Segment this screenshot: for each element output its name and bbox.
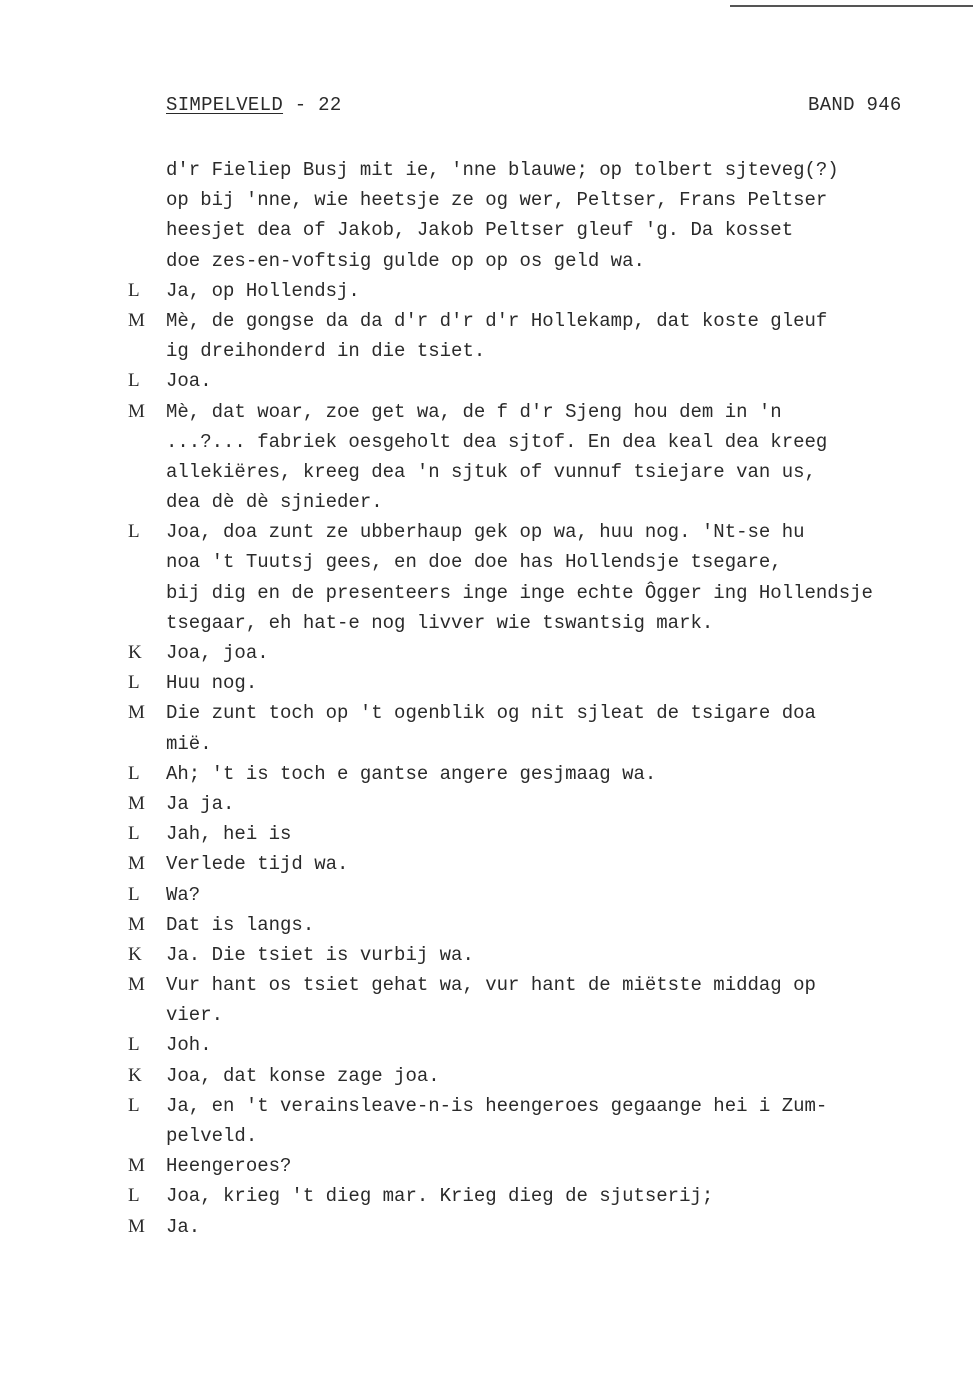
line-text: bij dig en de presenteers inge inge echte Ôgger ing Hollendsje: [166, 581, 873, 604]
transcript-line: [0, 547, 973, 577]
line-text: Heengeroes?: [166, 1155, 292, 1178]
transcript-line: [0, 215, 973, 245]
speaker-label: M: [128, 702, 145, 724]
transcript-line: [0, 366, 973, 396]
transcript-line: [0, 487, 973, 517]
speaker-label: L: [128, 1185, 140, 1207]
transcript-line: [0, 940, 973, 970]
top-border-line: [730, 5, 973, 7]
transcript-line: [0, 789, 973, 819]
line-text: Huu nog.: [166, 672, 258, 695]
line-text: Ja, op Hollendsj.: [166, 279, 360, 302]
transcript-line: [0, 457, 973, 487]
transcript-line: [0, 336, 973, 366]
header-band: BAND 946: [808, 94, 902, 116]
line-text: heesjet dea of Jakob, Jakob Peltser gleuf 'g. Da kosset: [166, 219, 794, 242]
transcript-line: [0, 1121, 973, 1151]
speaker-label: L: [128, 370, 140, 392]
transcript-line: [0, 668, 973, 698]
line-text: mië.: [166, 732, 212, 755]
transcript-line: [0, 1151, 973, 1181]
transcript-line: [0, 1181, 973, 1211]
line-text: Jah, hei is: [166, 823, 292, 846]
speaker-label: K: [128, 1064, 142, 1086]
transcript-line: [0, 910, 973, 940]
speaker-label: L: [128, 1094, 140, 1116]
header-place: SIMPELVELD: [166, 94, 284, 116]
line-text: Joa, dat konse zage joa.: [166, 1064, 440, 1087]
transcript-line: [0, 880, 973, 910]
line-text: Wa?: [166, 883, 201, 906]
line-text: Ja.: [166, 1215, 201, 1238]
line-text: Joa, joa.: [166, 642, 269, 664]
header-page-number: 22: [318, 94, 342, 116]
line-text: Joa, doa zunt ze ubberhaup gek op wa, huu nog. 'Nt-se hu: [166, 521, 805, 544]
line-text: d'r Fieliep Busj mit ie, 'nne blauwe; op tolbert sjteveg(?): [166, 159, 839, 181]
line-text: Ah; 't is toch e gantse angere gesjmaag wa.: [166, 762, 657, 785]
speaker-label: L: [128, 672, 140, 694]
line-text: Ja ja.: [166, 792, 235, 815]
speaker-label: L: [128, 279, 140, 301]
transcript-line: [0, 517, 973, 547]
speaker-label: M: [128, 853, 145, 875]
speaker-label: M: [128, 400, 145, 422]
transcript-line: [0, 246, 973, 276]
line-text: Die zunt toch op 't ogenblik og nit sjleat de tsigare doa: [166, 702, 816, 725]
transcript: [0, 155, 973, 1242]
speaker-label: L: [128, 521, 140, 543]
transcript-line: [0, 1030, 973, 1060]
line-text: Ja, en 't verainsleave-n-is heengeroes gegaange hei i Zum-: [166, 1094, 828, 1117]
speaker-label: M: [128, 309, 145, 331]
transcript-line: [0, 729, 973, 759]
line-text: Joh.: [166, 1034, 212, 1057]
speaker-label: L: [128, 823, 140, 845]
speaker-label: M: [128, 974, 145, 996]
transcript-line: [0, 849, 973, 879]
line-text: noa 't Tuutsj gees, en doe doe has Hollendsje tsegare,: [166, 551, 782, 574]
transcript-line: [0, 185, 973, 215]
line-text: Joa.: [166, 370, 212, 393]
header-separator: -: [283, 94, 319, 116]
transcript-line: [0, 155, 973, 185]
line-text: op bij 'nne, wie heetsje ze og wer, Peltser, Frans Peltser: [166, 189, 828, 212]
page-header-left: [166, 94, 342, 116]
line-text: ...?... fabriek oesgeholt dea sjtof. En dea keal dea kreeg: [166, 430, 828, 453]
line-text: dea dè dè sjnieder.: [166, 491, 383, 514]
transcript-line: [0, 970, 973, 1000]
transcript-line: [0, 698, 973, 728]
transcript-line: [0, 1061, 973, 1091]
line-text: Mè, dat woar, zoe get wa, de f d'r Sjeng hou dem in 'n: [166, 400, 782, 423]
speaker-label: M: [128, 1215, 145, 1237]
transcript-line: [0, 276, 973, 306]
line-text: Ja. Die tsiet is vurbij wa.: [166, 943, 474, 966]
line-text: ig dreihonderd in die tsiet.: [166, 340, 486, 363]
speaker-label: M: [128, 792, 145, 814]
speaker-label: L: [128, 1034, 140, 1056]
line-text: tsegaar, eh hat-e nog livver wie tswantsig mark.: [166, 611, 714, 634]
line-text: Joa, krieg 't dieg mar. Krieg dieg de sjutserij;: [166, 1185, 714, 1208]
line-text: doe zes-en-voftsig gulde op op os geld wa.: [166, 249, 645, 272]
transcript-line: [0, 819, 973, 849]
transcript-line: [0, 638, 973, 668]
transcript-line: [0, 427, 973, 457]
speaker-label: L: [128, 762, 140, 784]
line-text: Vur hant os tsiet gehat wa, vur hant de miëtste middag op: [166, 974, 816, 997]
speaker-label: L: [128, 883, 140, 905]
transcript-line: [0, 578, 973, 608]
speaker-label: M: [128, 1155, 145, 1177]
speaker-label: K: [128, 943, 142, 965]
line-text: Mè, de gongse da da d'r d'r d'r Hollekamp, dat koste gleuf: [166, 309, 828, 332]
transcript-line: [0, 306, 973, 336]
line-text: pelveld.: [166, 1125, 258, 1147]
transcript-line: [0, 397, 973, 427]
line-text: Verlede tijd wa.: [166, 853, 349, 876]
line-text: allekiëres, kreeg dea 'n sjtuk of vunnuf tsiejare van us,: [166, 460, 816, 483]
transcript-line: [0, 1000, 973, 1030]
line-text: Dat is langs.: [166, 913, 315, 936]
speaker-label: K: [128, 642, 142, 663]
line-text: vier.: [166, 1004, 224, 1027]
transcript-line: [0, 608, 973, 638]
speaker-label: M: [128, 913, 145, 935]
transcript-line: [0, 1212, 973, 1242]
transcript-line: [0, 1091, 973, 1121]
transcript-line: [0, 759, 973, 789]
